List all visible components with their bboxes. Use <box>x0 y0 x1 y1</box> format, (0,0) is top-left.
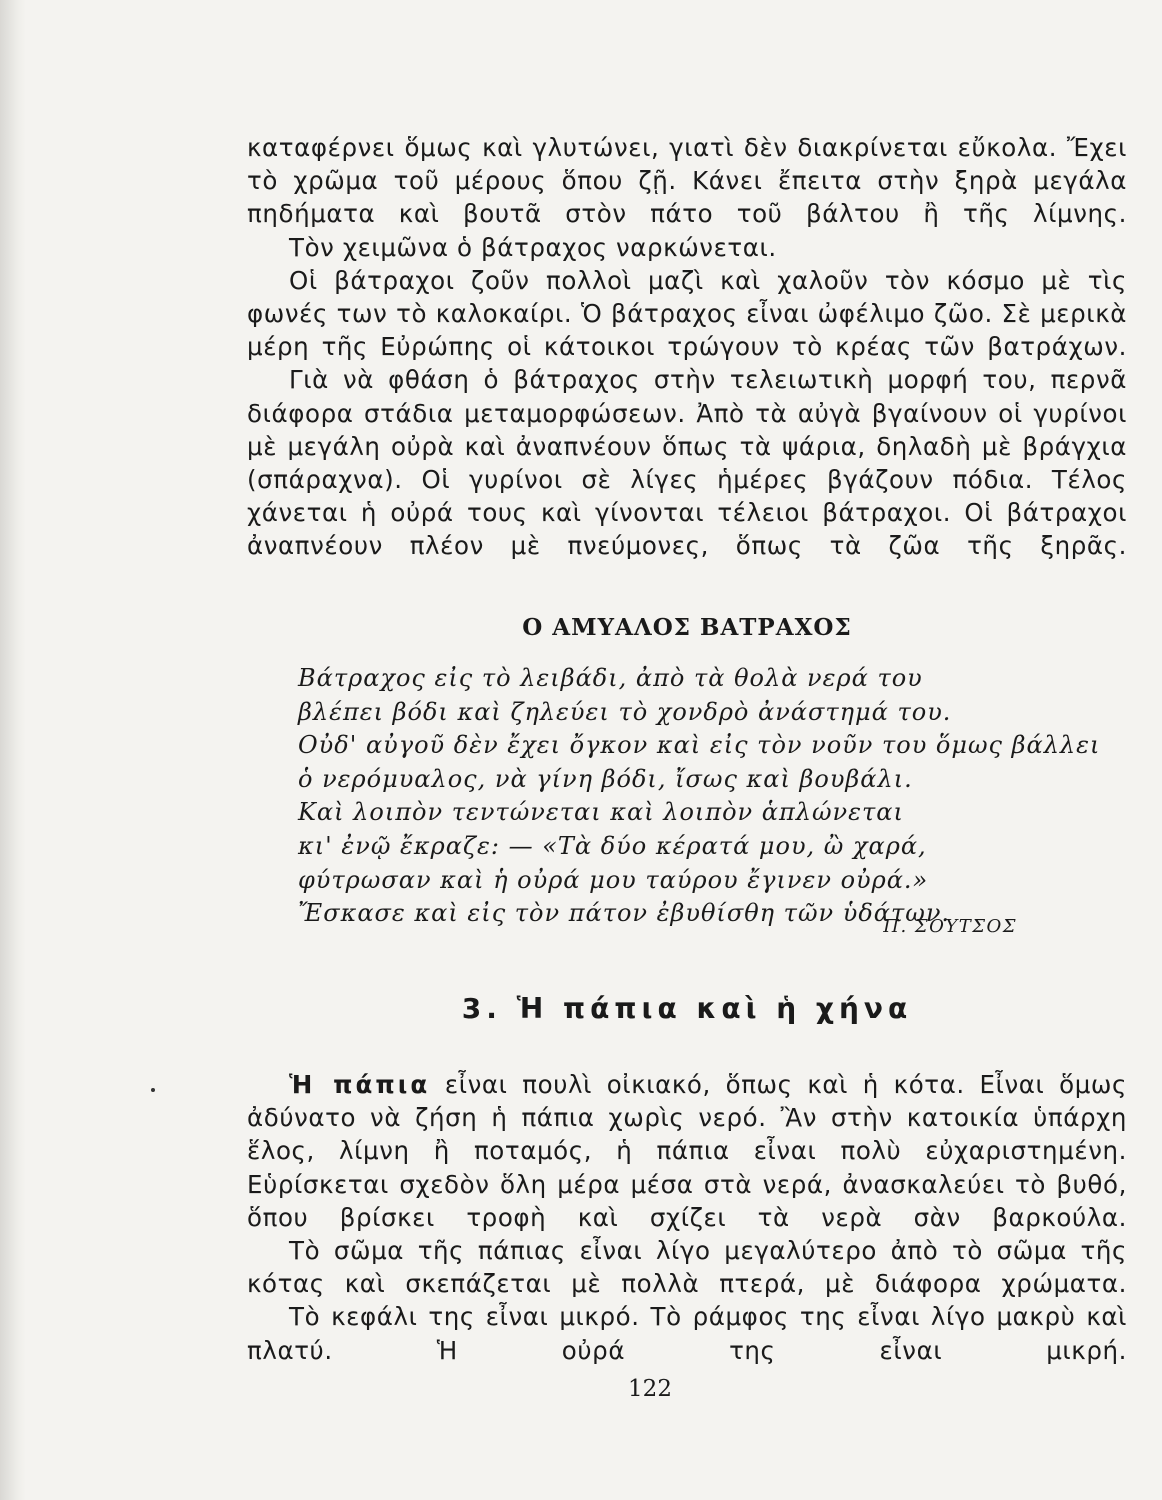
frog-paragraph: Τὸν χειμῶνα ὁ βάτραχος ναρκώνεται. <box>289 232 777 262</box>
poem-line: Καὶ λοιπὸν τεντώνεται καὶ λοιπὸν ἁπλώνεται <box>298 798 904 827</box>
page-speck <box>151 1088 155 1092</box>
lead-term: Ἡ πάπια <box>289 1070 431 1099</box>
poem-line: φύτρωσαν καὶ ἡ οὐρά μου ταύρου ἔγινεν οὐρά.» <box>298 865 929 894</box>
poem-author: Π. ΣΟΥΤΣΟΣ <box>883 916 1017 937</box>
duck-paragraph-text: εἶναι πουλὶ οἰκιακό, ὅπως καὶ ἡ κότα. Εἶναι ὅμως ἀδύνατο νὰ ζήση ἡ πάπια χωρὶς νερό. Ἂν στὴν κατοικία ὑπάρχη ἕλος, λίμνη ἢ ποταμός, ἡ πάπια εἶναι πολὺ εὐχαριστημένη. Εὑρίσκεται σχεδὸν ὅλη μέρα μέσα στὰ νερά, ἀνασκαλεύει τὸ βυθό, ὅπου βρίσκει τροφὴ καὶ σχίζει τὰ νερὰ σὰν βαρκούλα. <box>247 1070 1127 1232</box>
poem-title: Ο ΑΜΥΑΛΟΣ ΒΑΤΡΑΧΟΣ <box>522 614 852 641</box>
page-binding-shadow <box>0 0 26 1500</box>
frog-paragraph: Οἱ βάτραχοι ζοῦν πολλοὶ μαζὶ καὶ χαλοῦν τὸν κόσμο μὲ τὶς φωνές των τὸ καλοκαίρι. Ὁ βάτραχος εἶναι ὠφέλιμο ζῶο. Σὲ μερικὰ μέρη τῆς Εὐρώπης οἱ κάτοικοι τρώγουν τὸ κρέας τῶν βατράχων. <box>247 265 1127 362</box>
page-number: 122 <box>628 1376 672 1402</box>
poem-line: ὁ νερόμυαλος, νὰ γίνη βόδι, ἴσως καὶ βουβάλι. <box>298 764 913 793</box>
poem <box>298 662 1101 931</box>
duck-text <box>247 1068 1127 1367</box>
section-heading: 3. Ἡ πάπια καὶ ἡ χήνα <box>461 992 913 1025</box>
poem-line: Ἔσκασε καὶ εἰς τὸν πάτον ἐβυθίσθη τῶν ὑδάτων. <box>298 899 951 928</box>
poem-line: Βάτραχος εἰς τὸ λειβάδι, ἀπὸ τὰ θολὰ νερά του <box>298 664 923 692</box>
poem-line: βλέπει βόδι καὶ ζηλεύει τὸ χονδρὸ ἀνάστημά του. <box>298 697 952 726</box>
frog-paragraph: καταφέρνει ὅμως καὶ γλυτώνει, γιατὶ δὲν διακρίνεται εὔκολα. Ἔχει τὸ χρῶμα τοῦ μέρους ὅπου ζῇ. Κάνει ἔπειτα στὴν ξηρὰ μεγάλα πηδήματα καὶ βουτᾶ στὸν πάτο τοῦ βάλτου ἢ τῆς λίμνης. <box>247 133 1127 229</box>
frog-paragraph: Γιὰ νὰ φθάση ὁ βάτραχος στὴν τελειωτικὴ μορφή του, περνᾶ διάφορα στάδια μεταμορφώσεων. Ἀπὸ τὰ αὐγὰ βγαίνουν οἱ γυρίνοι μὲ μεγάλη οὐρὰ καὶ ἀναπνέουν ὅπως τὰ ψάρια, δηλαδὴ μὲ βράγχια (σπάραχνα). Οἱ γυρίνοι σὲ λίγες ἡμέρες βγάζουν πόδια. Τέλος χάνεται ἡ οὐρά τους καὶ γίνονται τέλειοι βάτραχοι. Οἱ βάτραχοι ἀναπνέουν πλέον μὲ πνεύμονες, ὅπως τὰ ζῶα τῆς ξηρᾶς. <box>247 365 1127 561</box>
duck-paragraph: Τὸ κεφάλι της εἶναι μικρό. Τὸ ράμφος της εἶναι λίγο μακρὺ καὶ πλατύ. Ἡ οὐρά της εἶναι μικρή. <box>247 1302 1127 1365</box>
frog-text <box>247 131 1127 563</box>
poem-line: Οὐδ' αὐγοῦ δὲν ἔχει ὄγκον καὶ εἰς τὸν νοῦν του ὅμως βάλλει <box>298 731 1101 760</box>
poem-line: κι' ἐνῷ ἔκραζε: — «Τὰ δύο κέρατά μου, ὢ χαρά, <box>298 831 927 860</box>
duck-paragraph <box>247 1068 1127 1234</box>
duck-paragraph: Τὸ σῶμα τῆς πάπιας εἶναι λίγο μεγαλύτερο ἀπὸ τὸ σῶμα τῆς κότας καὶ σκεπάζεται μὲ πολλὰ πτερά, μὲ διάφορα χρώματα. <box>247 1236 1127 1299</box>
